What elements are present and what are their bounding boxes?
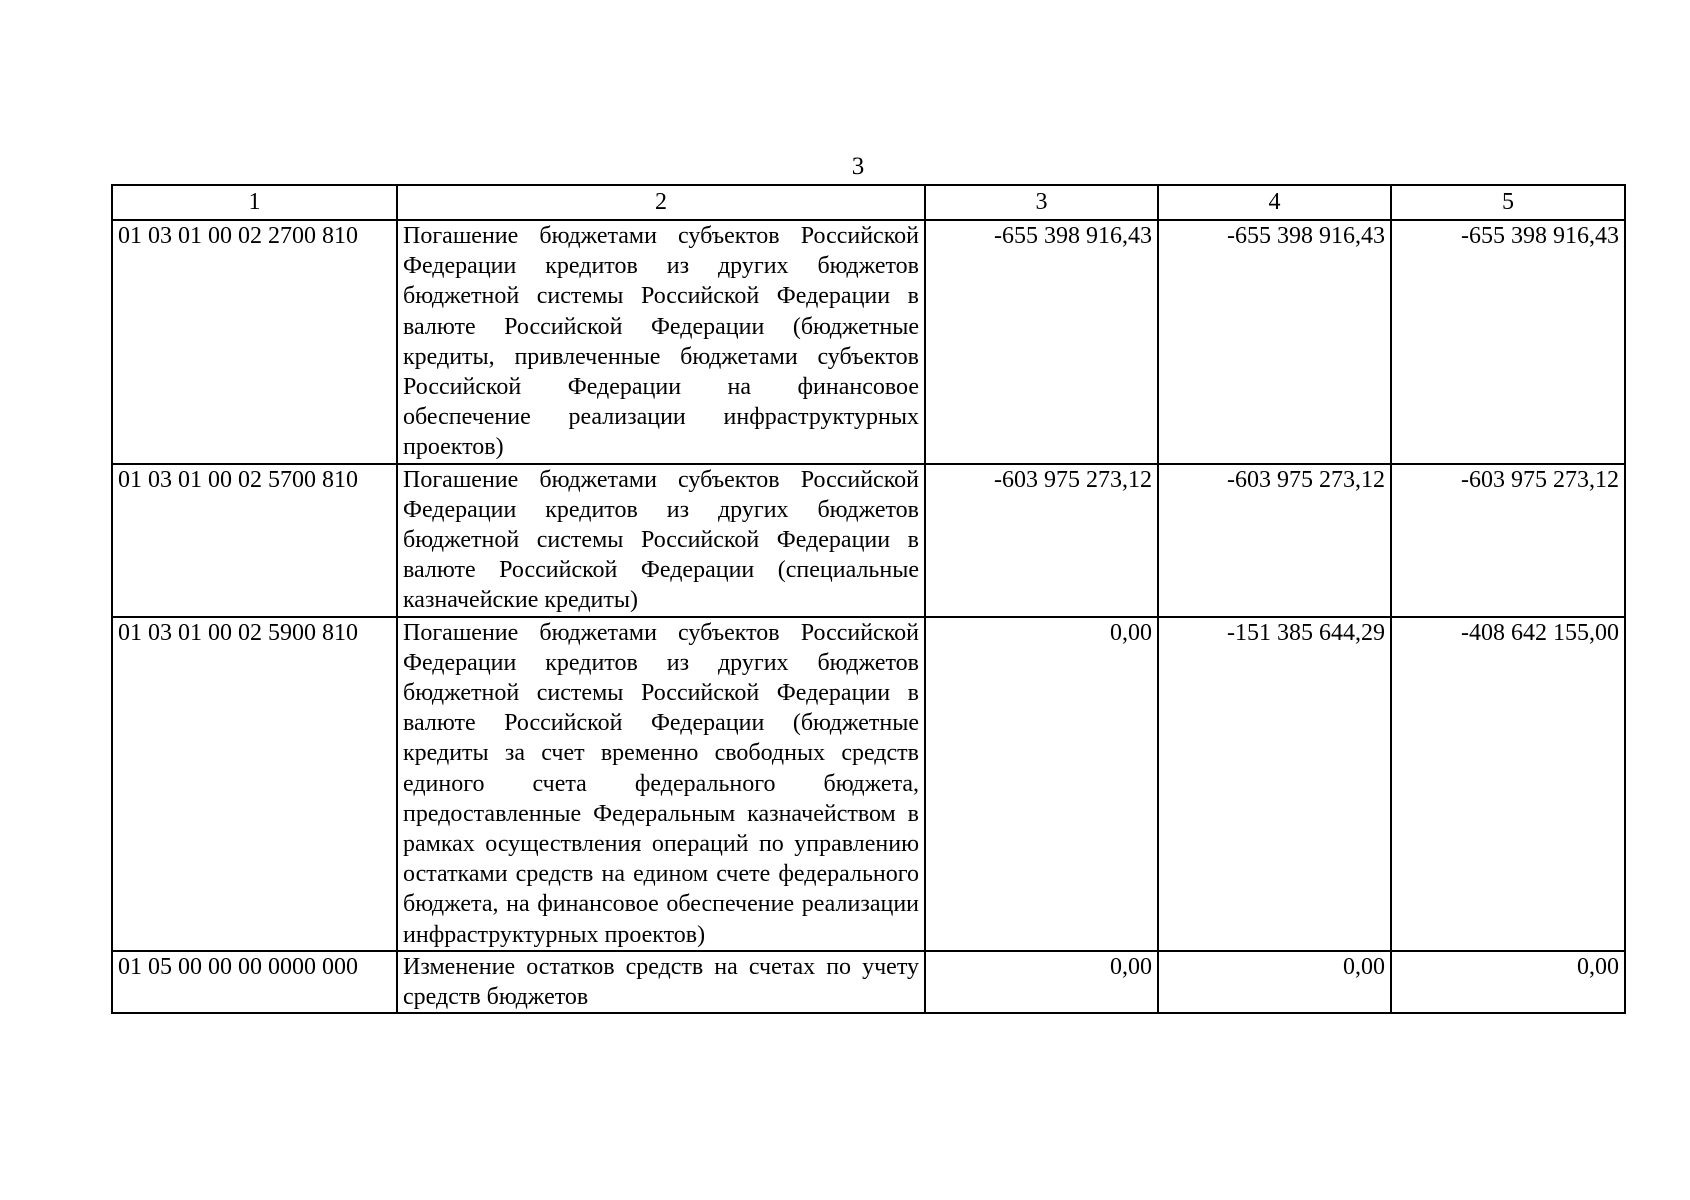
row-amount-col5: -655 398 916,43	[1391, 220, 1625, 464]
row-amount-col4: -151 385 644,29	[1158, 617, 1391, 951]
row-amount-col4: 0,00	[1158, 951, 1391, 1013]
page-number: 3	[851, 153, 865, 180]
row-name: Изменение остатков средств на счетах по учету средств бюджетов	[397, 951, 925, 1013]
row-amount-col3: -655 398 916,43	[925, 220, 1158, 464]
table-row	[112, 951, 1625, 1013]
table-row	[112, 464, 1625, 617]
row-amount-col5: 0,00	[1391, 951, 1625, 1013]
row-amount-col4: -603 975 273,12	[1158, 464, 1391, 617]
column-header-1: 1	[112, 185, 397, 220]
budget-sources-table	[111, 184, 1626, 1014]
row-code: 01 05 00 00 00 0000 000	[112, 951, 397, 1013]
column-header-2: 2	[397, 185, 925, 220]
row-amount-col5: -603 975 273,12	[1391, 464, 1625, 617]
row-amount-col3: 0,00	[925, 617, 1158, 951]
row-amount-col3: -603 975 273,12	[925, 464, 1158, 617]
table-header-row	[112, 185, 1625, 220]
column-header-5: 5	[1391, 185, 1625, 220]
row-code: 01 03 01 00 02 2700 810	[112, 220, 397, 464]
row-name: Погашение бюджетами субъектов Российской Федерации кредитов из других бюджетов бюджетной системы Российской Федерации в валюте Российской Федерации (специальные казначейские кредиты)	[397, 464, 925, 617]
table-row	[112, 220, 1625, 464]
row-name: Погашение бюджетами субъектов Российской Федерации кредитов из других бюджетов бюджетной системы Российской Федерации в валюте Российской Федерации (бюджетные кредиты за счет временно свободных средств единого счета федерального бюджета, предоставленные Федеральным казначейством в рамках осуществления операций по управлению остатками средств на едином счете федерального бюджета, на финансовое обеспечение реализации инфраструктурных проектов)	[397, 617, 925, 951]
row-name: Погашение бюджетами субъектов Российской Федерации кредитов из других бюджетов бюджетной системы Российской Федерации в валюте Российской Федерации (бюджетные кредиты, привлеченные бюджетами субъектов Российской Федерации на финансовое обеспечение реализации инфраструктурных проектов)	[397, 220, 925, 464]
table-row	[112, 617, 1625, 951]
row-code: 01 03 01 00 02 5700 810	[112, 464, 397, 617]
row-code: 01 03 01 00 02 5900 810	[112, 617, 397, 951]
row-amount-col3: 0,00	[925, 951, 1158, 1013]
column-header-3: 3	[925, 185, 1158, 220]
row-amount-col4: -655 398 916,43	[1158, 220, 1391, 464]
column-header-4: 4	[1158, 185, 1391, 220]
row-amount-col5: -408 642 155,00	[1391, 617, 1625, 951]
